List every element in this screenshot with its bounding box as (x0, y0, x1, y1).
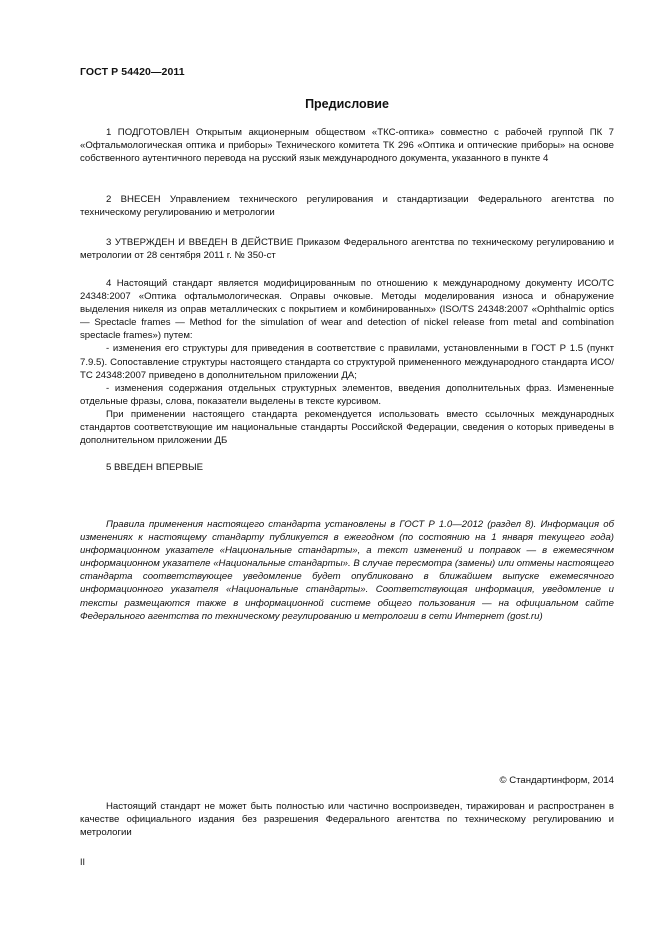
item-4-bullet-content: - изменения содержания отдельных структурных элементов, введения дополнительных фраз. Измененные отдельные фразы, слова, показатели выделены в тексте курсивом. (80, 382, 614, 407)
item-4-usage-note: При применении настоящего стандарта рекомендуется использовать вместо ссылочных международных стандартов соответствующие им национальные стандарты Российской Федерации, сведения о которых приведены в дополнительном приложении ДБ (80, 408, 614, 447)
page-number: II (80, 857, 86, 867)
reproduction-notice (80, 800, 614, 839)
item-4-bullet-structure: - изменения его структуры для приведения в соответствие с правилами, установленными в ГОСТ Р 1.5 (пункт 7.9.5). Сопоставление структуры настоящего стандарта со структурой примененного международного стандарта ИСО/ТС 24348:2007 приведено в дополнительном приложении ДА; (80, 343, 614, 381)
item-2 (80, 193, 614, 219)
item-1-text: 1 ПОДГОТОВЛЕН Открытым акционерным обществом «ТКС-оптика» совместно с рабочей группой ПК 7 «Офтальмологическая оптика и приборы» Технического комитета ТК 296 «Оптика и оптические приборы» на основе собственного аутентичного перевода на русский язык международного документа, указанного в пункте 4 (80, 127, 614, 165)
page-title: Предисловие (305, 97, 389, 111)
item-5-text: 5 ВВЕДЕН ВПЕРВЫЕ (106, 462, 204, 473)
item-3 (80, 236, 614, 262)
item-3-text: 3 УТВЕРЖДЕН И ВВЕДЕН В ДЕЙСТВИЕ Приказом Федерального агентства по техническому регулированию и метрологии от 28 сентября 2011 г. № 350-ст (80, 237, 614, 262)
reproduction-notice-text: Настоящий стандарт не может быть полностью или частично воспроизведен, тиражирован и распространен в качестве официального издания без разрешения Федерального агентства по техническому регулированию и метрологии (80, 801, 614, 839)
item-4-text: 4 Настоящий стандарт является модифицированным по отношению к международному документу ИСО/ТС 24348:2007 «Оптика офтальмологическая. Оправы очковые. Методы моделирования износа и обнаружение выделения никеля из оправ металлических с покрытием и комбинированных» (ISO/TS 24348:2007 «Ophthalmic optics — Spectacle frames — Method for the simulation of wear and detection of nickel release from metal and combination spectacle frames») путем: (80, 278, 614, 342)
item-1 (80, 126, 614, 165)
item-5 (80, 461, 614, 474)
copyright: © Стандартинформ, 2014 (499, 775, 614, 786)
application-notice-text: Правила применения настоящего стандарта установлены в ГОСТ Р 1.0—2012 (раздел 8). Информация об изменениях к настоящему стандарту публикуется в ежегодном (по состоянию на 1 января текущего года) информационном указателе «Национальные стандарты», а текст изменений и поправок — в ежемесячном информационном указателе «Национальные стандарты». В случае пересмотра (замены) или отмены настоящего стандарта соответствующее уведомление будет опубликовано в ближайшем выпуске ежемесячного информационного указателя «Национальные стандарты». Соответствующая информация, уведомление и тексты размещаются также в информационной системе общего пользования — на официальном сайте Федерального агентства по техническому регулированию и метрологии в сети Интернет (gost.ru) (80, 519, 614, 622)
item-4 (80, 277, 614, 447)
item-2-text: 2 ВНЕСЕН Управлением технического регулирования и стандартизации Федерального агентства по техническому регулированию и метрологии (80, 194, 614, 219)
document-id: ГОСТ Р 54420—2011 (80, 66, 185, 78)
application-notice (80, 518, 614, 623)
